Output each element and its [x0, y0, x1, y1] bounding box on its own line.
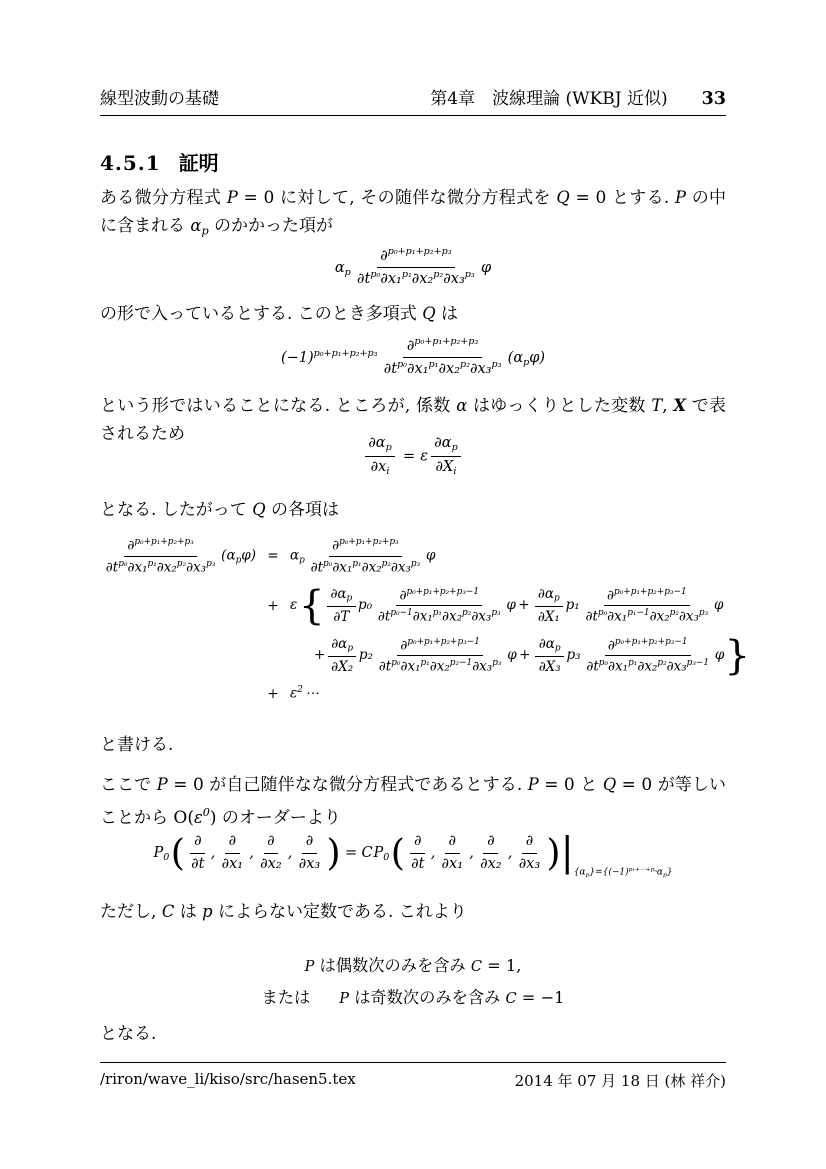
- page-number: 33: [701, 89, 726, 109]
- display-formula-odd-case: または P は奇数次のみを含み C = −1: [261, 988, 565, 1007]
- paragraph-intro: ある微分方程式 P = 0 に対して, その随伴な微分方程式を Q = 0 とする. P の中 に含まれる αp のかかった項が: [100, 188, 726, 238]
- multiline-equation-expansion: $\frac{\partial^{p_0+p_1+p_2+p_3}}{\partial t^{p_0}\partial x_1^{p_1}\partial x_2^{p_2}\partial x_3^{p_3}}$ (αpφ) = αp $\frac{\partial^{p_0+p_1+p_2+p_3}}{\partial t^{p_0}\partial x_1^{p_1}\partial x_2^{p_2}\partial x_3^{p_3}}$ φ + ε{ $\frac{\partial\alpha p}{\partial T}$ p₀ $\frac{\partial^{p_0+p_1+p_2+p_3-1}}{\partial t^{p_0-1}\partial x_1^{p_1}\partial x_2^{p_2}\partial x_3^{p_3}}$ φ + $\frac{\partial\alpha p}{\text{∂X₁}}$ p₁ $\frac{\partial^{p_0+p_1+p_2+p_3-1}}{\partial t^{p_0}\partial x_1^{p_1-1}\partial x_2^{p_2}\partial x_3^{p_3}}$ φ + $\frac{\partial\alpha p}{\text{∂X₂}}$ p₂ $\frac{\partial^{p_0+p_1+p_2+p_3-1}}{\partial t^{p_0}\partial x_1^{p_1}\partial x_2^{p_2-1}\partial x_3^{p_3}}$ φ + $\frac{\partial\alpha p}{\text{∂X₃}}$ p₃ $\frac{\partial^{p_0+p_1+p_2+p_3-1}}{\partial t^{p_0}\partial x_1^{p_1}\partial x_2^{p_2}\partial x_3^{p_3-1}}$ φ} + $\varepsilon^2$ ⋯: [105, 537, 751, 702]
- header-right: [430, 84, 726, 109]
- paragraph-polynomial-q: の形で入っているとする. このとき多項式 Q は: [100, 304, 458, 324]
- footer-source-path: /riron/wave_li/kiso/src/hasen5.tex: [100, 1070, 356, 1088]
- header-chapter-title: 第4章 波線理論 (WKBJ 近似): [430, 89, 668, 109]
- paragraph-conclusion: となる.: [100, 1024, 157, 1044]
- footer-rule: [100, 1062, 726, 1063]
- display-formula-even-case: P は偶数次のみを含み C = 1,: [304, 956, 522, 975]
- paragraph-each-term: となる. したがって Q の各項は: [100, 500, 339, 520]
- paragraph-self-adjoint: ここで P = 0 が自己随伴なな微分方程式であるとする. P = 0 と Q = 0 が等しい ことから $O(\varepsilon^0)$ のオーダーより: [100, 775, 726, 828]
- header: [100, 84, 726, 116]
- display-formula-term: αp $\frac{\partial^{p_0+p_1+p_2+p_3}}{\partial t^{p_0}\partial x_1^{p_1}\partial x_2^{p_2}\partial x_3^{p_3}}$ φ: [334, 246, 492, 288]
- display-formula-p0-operator: P0( ∂ ∂t , ∂ ∂x₁ , ∂ ∂x₂ , ∂ ∂x₃ ) = CP0( ∂ ∂t , ∂ ∂x₁ , ∂ ∂x₂ , ∂ ∂x₃ )$|\{\alpha p\}=\{(-1)^{p_1+\cdots+pn}\alpha p\}$: [153, 829, 673, 879]
- section-heading: [100, 147, 726, 176]
- section-title: 証明: [178, 151, 219, 175]
- paragraph-slow-variables: という形ではいることになる. ところが, 係数 α はゆっくりとした変数 T, X で表 されるため: [100, 396, 727, 444]
- paragraph-can-write: と書ける.: [100, 735, 174, 755]
- footer: [100, 1070, 726, 1091]
- display-formula-adjoint-term: $(-1)^{p_0+p_1+p_2+p_3}$ $\frac{\partial^{p_0+p_1+p_2+p_3}}{\partial t^{p_0}\partial x_1^{p_1}\partial x_2^{p_2}\partial x_3^{p_3}}$ (αpφ): [280, 336, 546, 378]
- footer-date: 2014 年 07 月 18 日 (林 祥介): [514, 1072, 726, 1090]
- paragraph-constant-c: ただし, C は p によらない定数である. これより: [100, 902, 467, 922]
- display-formula-epsilon-derivative: $\frac{\partial\alpha p}{\partial xi}$ = ε $\frac{\partial\alpha p}{\partial Xi}$: [100, 434, 726, 479]
- header-left-title: 線型波動の基礎: [100, 89, 219, 109]
- section-number: 4.5.1: [100, 151, 161, 175]
